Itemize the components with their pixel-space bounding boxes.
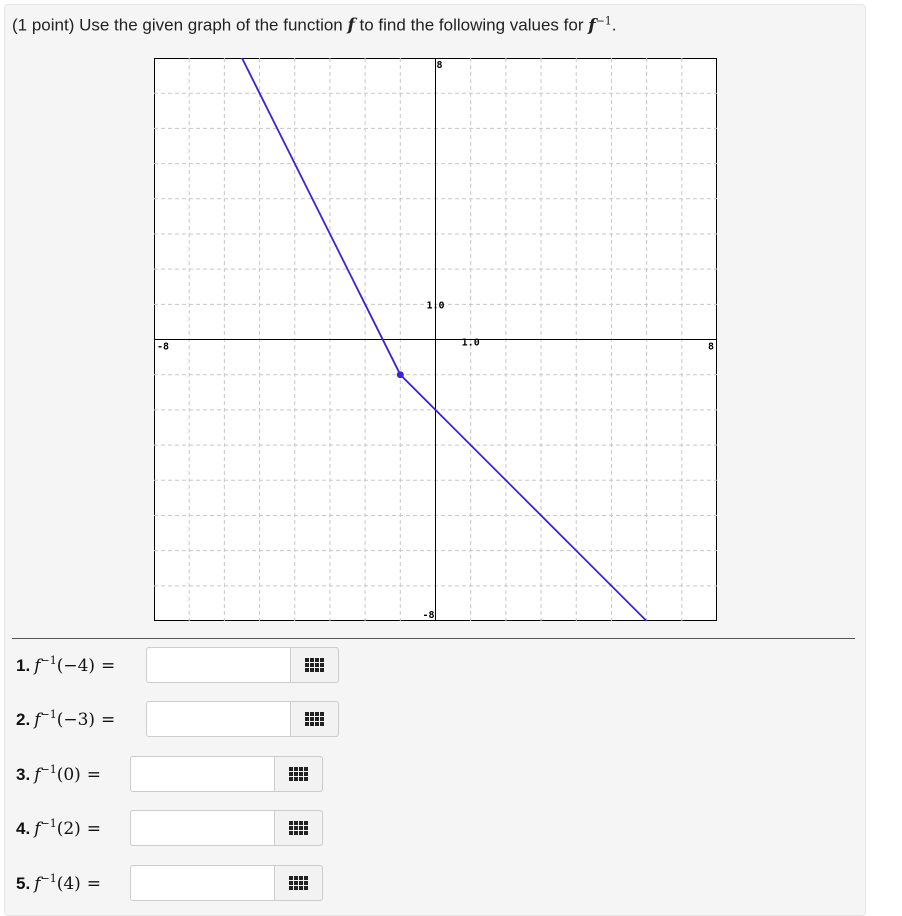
graph-canvas xyxy=(154,58,717,621)
question-number: 5. xyxy=(16,874,31,893)
x-max-label: 8 xyxy=(707,341,714,353)
grid-palette-icon xyxy=(289,821,308,835)
inverse-exponent: −1 xyxy=(40,872,57,885)
x-unit-label: 1.0 xyxy=(461,337,480,349)
grid-palette-icon xyxy=(305,658,324,672)
question-number: 4. xyxy=(16,819,31,838)
prompt-period: . xyxy=(611,15,617,35)
inverse-exponent: −1 xyxy=(40,763,57,776)
question-row xyxy=(16,809,101,847)
inverse-function-symbol: f xyxy=(34,874,41,894)
x-min-label: -8 xyxy=(157,341,170,353)
equals-sign: = xyxy=(86,765,102,785)
equation-editor-button[interactable] xyxy=(291,647,339,683)
question-label xyxy=(16,708,115,730)
question-row xyxy=(16,646,115,684)
grid-palette-icon xyxy=(289,767,308,781)
prompt-text-middle: to find the following values for xyxy=(354,15,589,35)
function-argument: (0) xyxy=(56,765,81,785)
answer-input-1[interactable] xyxy=(146,647,291,683)
function-graph xyxy=(154,58,717,621)
function-vertex-point xyxy=(397,371,404,378)
equals-sign: = xyxy=(101,656,116,676)
question-number: 3. xyxy=(16,765,31,784)
inverse-function-symbol: f xyxy=(34,765,41,785)
inverse-function-symbol: f xyxy=(34,819,41,839)
equation-editor-button[interactable] xyxy=(275,810,323,846)
question-row xyxy=(16,700,115,738)
equation-editor-button[interactable] xyxy=(275,865,323,901)
answer-input-5[interactable] xyxy=(130,865,275,901)
equals-sign: = xyxy=(86,819,102,839)
inverse-function-symbol: f xyxy=(34,656,41,676)
inverse-function-symbol: f xyxy=(34,710,41,730)
question-label xyxy=(16,654,115,676)
problem-prompt xyxy=(12,14,617,36)
question-label xyxy=(16,817,101,839)
question-row xyxy=(16,864,101,902)
answer-input-2[interactable] xyxy=(146,701,291,737)
question-label xyxy=(16,763,101,785)
question-label xyxy=(16,872,101,894)
grid-palette-icon xyxy=(289,876,308,890)
inverse-symbol: $f^{-1}$ xyxy=(588,14,612,36)
answer-input-3[interactable] xyxy=(130,756,275,792)
inverse-exponent: −1 xyxy=(40,654,57,667)
equation-editor-button[interactable] xyxy=(275,756,323,792)
question-number: 1. xyxy=(16,656,31,675)
inverse-exponent: −1 xyxy=(40,708,57,721)
function-argument: (4) xyxy=(56,874,81,894)
equation-editor-button[interactable] xyxy=(291,701,339,737)
question-number: 2. xyxy=(16,710,31,729)
function-symbol: f xyxy=(347,15,355,36)
separator-line xyxy=(12,638,855,639)
grid-palette-icon xyxy=(305,712,324,726)
question-row xyxy=(16,755,101,793)
function-argument: (−4) xyxy=(56,656,96,676)
y-max-label: 8 xyxy=(436,60,443,71)
function-argument: (2) xyxy=(56,819,81,839)
y-unit-label: 1.0 xyxy=(426,300,445,312)
inverse-exponent: −1 xyxy=(40,817,57,830)
y-min-label: -8 xyxy=(422,610,435,621)
function-argument: (−3) xyxy=(56,710,96,730)
answer-input-4[interactable] xyxy=(130,810,275,846)
equals-sign: = xyxy=(86,874,102,894)
equals-sign: = xyxy=(101,710,116,730)
prompt-text: (1 point) Use the given graph of the function xyxy=(12,15,348,35)
